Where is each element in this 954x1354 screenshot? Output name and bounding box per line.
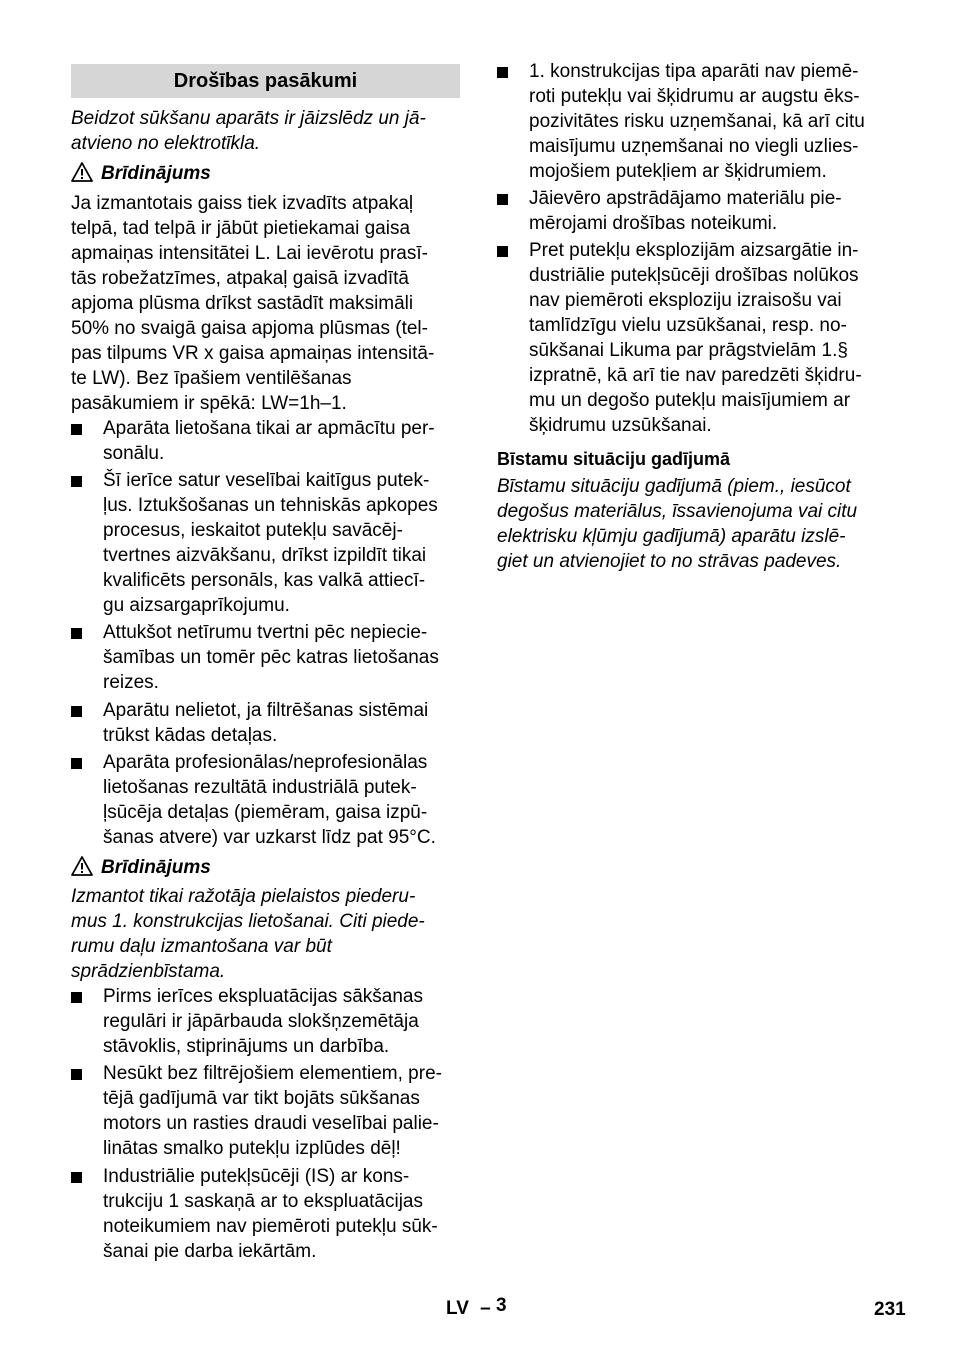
text-line: degošus materiālus, īssavienojuma vai citu [497,501,858,522]
text-line: ļsūcēja detaļas (piemēram, gaisa izpū- [103,802,428,823]
text-line: 50% no svaigā gaisa apjoma plūsmas (tel- [71,318,428,339]
text-line: lietošanas rezultātā industriālā putek- [103,777,417,798]
list-item [71,1164,461,1264]
text-line: Aparātu nelietot, ja filtrēšanas sistēmai [103,700,429,721]
square-bullet-icon [71,706,82,717]
text-line: mus 1. konstrukcijas lietošanai. Citi piede- [71,911,425,932]
text-line: maisījumu uzņemšanai no viegli uzlies- [529,136,859,157]
warning-triangle-icon [71,162,93,182]
section-page-number: 3 [496,1295,507,1316]
intro-note [71,106,461,156]
text-line: dustriālie putekļsūcēji drošības nolūkos [529,265,859,286]
warning-title: Brīdinājums [101,857,211,878]
emergency-note [497,474,889,574]
text-line: procesus, ieskaitot putekļu savācēj- [103,520,403,541]
text-line: Nesūkt bez filtrējošiem elementiem, pre- [103,1063,442,1084]
text-line: pasākumiem ir spēkā: LW=1h–1. [71,393,347,414]
text-line: mērojami drošības noteikumi. [529,213,778,234]
text-line: telpā, tad telpā ir jābūt pietiekamai gaisa [71,218,411,239]
list-item [497,186,889,236]
list-item [71,984,461,1059]
text-line: tās robežatzīmes, atpakaļ gaisā izvadītā [71,268,409,289]
text-line: giet un atvienojiet to no strāvas padeves. [497,551,842,572]
text-line: Aparāta profesionālas/neprofesionālas [103,752,428,773]
text-line: pozivitātes risku uzņemšanai, kā arī citu [529,111,865,132]
text-line: 1. konstrukcijas tipa aparāti nav piemē- [529,61,859,82]
footer-language [446,1296,507,1321]
text-line: regulāri ir jāpārbauda slokšņzemētāja [103,1011,419,1032]
list-item [71,698,461,748]
text-line: Izmantot tikai ražotāja pielaistos piederu- [71,886,416,907]
square-bullet-icon [71,758,82,769]
text-line: mojošiem putekļiem ar šķidrumiem. [529,161,827,182]
list-item [71,468,461,618]
square-bullet-icon [71,1069,82,1080]
warning-heading-1 [71,161,461,186]
text-line: trukciju 1 saskaņā ar to ekspluatācijas [103,1191,423,1212]
text-line: tvertnes aizvākšanu, drīkst izpildīt tikai [103,545,427,566]
square-bullet-icon [71,424,82,435]
text-line: roti putekļu vai šķidrumu ar augstu ēks- [529,86,860,107]
text-line: šamības un tomēr pēc katras lietošanas [103,647,439,668]
text-line: Aparāta lietošana tikai ar apmācītu per- [103,418,435,439]
text-line: Attukšot netīrumu tvertni pēc nepiecie- [103,622,428,643]
text-line: izpratnē, kā arī tie nav paredzēti šķidru- [529,365,862,386]
text-line: apmaiņas intensitātei L. Lai ievērotu prasī- [71,243,428,264]
list-item [71,750,461,850]
text-line: mu un degošo putekļu maisījumiem ar [529,390,851,411]
text-line: Šī ierīce satur veselībai kaitīgus putek- [103,470,430,491]
square-bullet-icon [71,992,82,1003]
language-code: LV [446,1298,469,1319]
list-item [71,620,461,695]
text-line: rumu daļu izmantošana var būt [71,936,332,957]
text-line: tamlīdzīgu vielu uzsūkšanai, resp. no- [529,315,847,336]
warning-body-2 [71,884,461,984]
text-line: atvieno no elektrotīkla. [71,133,261,154]
text-line: Ja izmantotais gaiss tiek izvadīts atpakaļ [71,193,414,214]
text-line: motors un rasties draudi veselībai palie- [103,1113,439,1134]
text-line: šanas atvere) var uzkarst līdz pat 95°C. [103,827,436,848]
text-line: Beidzot sūkšanu aparāts ir jāizslēdz un jā- [71,108,426,129]
text-line: reizes. [103,672,159,693]
text-line: linātas smalko putekļu izplūdes dēļ! [103,1138,401,1159]
text-line: nav piemēroti eksploziju izraisošu vai [529,290,842,311]
subheading: Bīstamu situāciju gadījumā [497,449,731,469]
text-line: šanai pie darba iekārtām. [103,1241,317,1262]
square-bullet-icon [71,628,82,639]
text-line: te LW). Bez īpašiem ventilēšanas [71,368,352,389]
list-item [497,59,889,184]
text-line: Pret putekļu eksplozijām aizsargātie in- [529,240,859,261]
text-line: tējā gadījumā var tikt bojāts sūkšanas [103,1088,420,1109]
text-line: šķidrumu uzsūkšanai. [529,415,712,436]
text-line: sūkšanai Likuma par prāgstvielām 1.§ [529,340,848,361]
text-line: apjoma plūsma drīkst sastādīt maksimāli [71,293,414,314]
list-item [497,238,889,438]
warning-body-1 [71,191,461,416]
page-number: 231 [874,1299,906,1320]
text-line: stāvoklis, stiprinājums un darbība. [103,1036,390,1057]
square-bullet-icon [497,246,508,257]
section-title: Drošības pasākumi [71,64,460,98]
text-line: sonālu. [103,443,165,464]
text-line: Pirms ierīces ekspluatācijas sākšanas [103,986,423,1007]
list-item [71,416,461,466]
text-line: noteikumiem nav piemēroti putekļu sūk- [103,1216,438,1237]
text-line: kvalificēts personāls, kas valkā attiecī- [103,570,426,591]
list-item [71,1061,461,1161]
text-line: elektrisku kļūmju gadījumā) aparātu izslē- [497,526,846,547]
warning-triangle-icon [71,856,93,876]
text-line: sprādzienbīstama. [71,961,226,982]
text-line: gu aizsargaprīkojumu. [103,595,290,616]
footer-separator: – [480,1298,491,1319]
text-line: Jāievēro apstrādājamo materiālu pie- [529,188,842,209]
text-line: Bīstamu situāciju gadījumā (piem., iesūcot [497,476,851,497]
text-line: trūkst kādas detaļas. [103,725,278,746]
text-line: ļus. Iztukšošanas un tehniskās apkopes [103,495,438,516]
text-line: Industriālie putekļsūcēji (IS) ar kons- [103,1166,410,1187]
square-bullet-icon [71,1172,82,1183]
warning-title: Brīdinājums [101,163,211,184]
warning-heading-2 [71,855,461,880]
square-bullet-icon [497,67,508,78]
text-line: pas tilpums VR x gaisa apmaiņas intensitā- [71,343,435,364]
square-bullet-icon [71,476,82,487]
square-bullet-icon [497,194,508,205]
